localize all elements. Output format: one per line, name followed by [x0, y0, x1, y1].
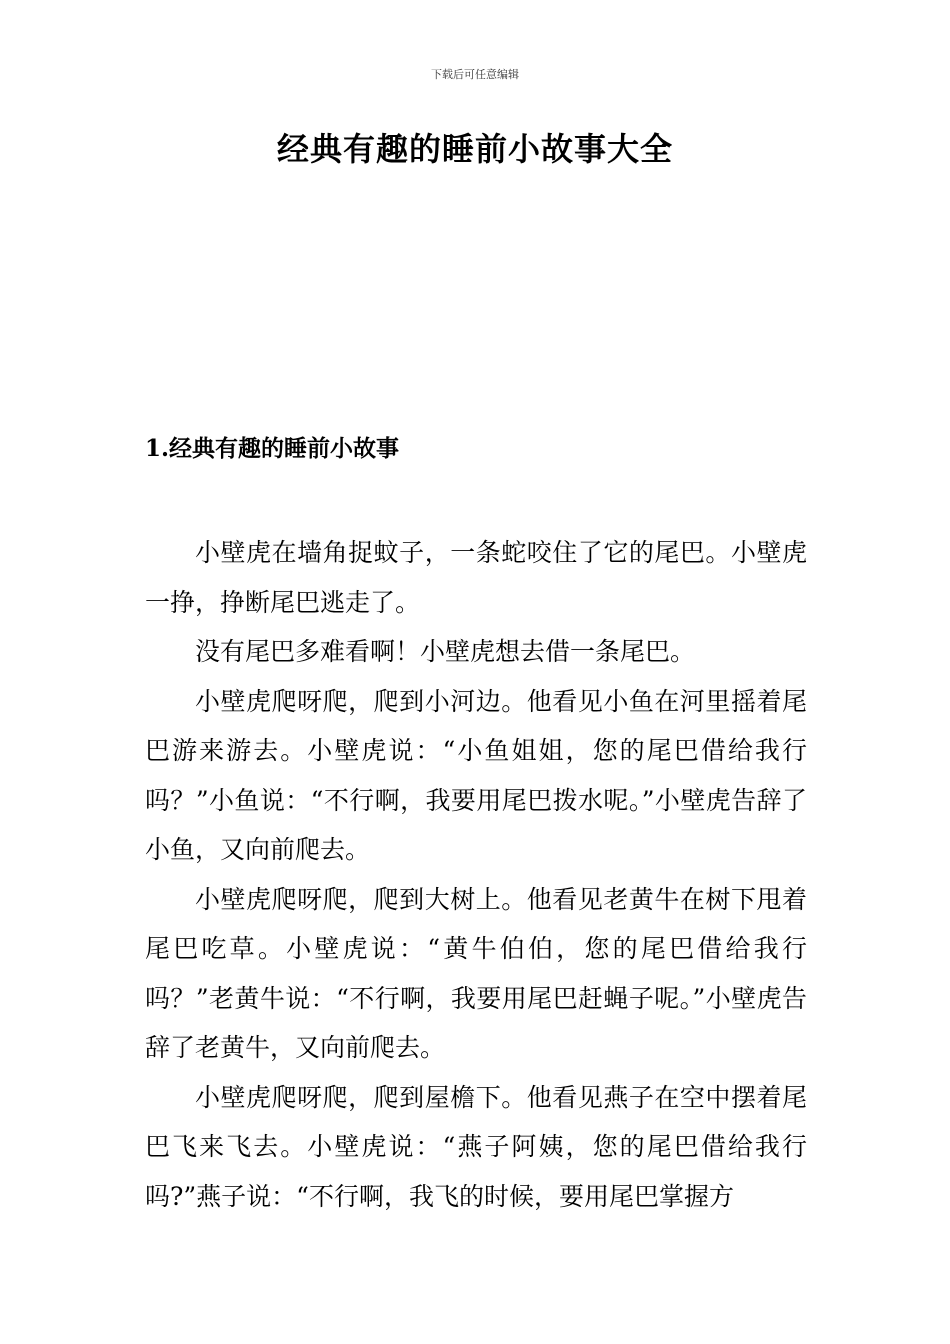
- story-paragraph: 小壁虎爬呀爬，爬到屋檐下。他看见燕子在空中摆着尾巴飞来飞去。小壁虎说：“燕子阿姨，您的尾巴借给我行吗?”燕子说：“不行啊，我飞的时候，要用尾巴掌握方: [145, 1082, 807, 1211]
- document-title: 经典有趣的睡前小故事大全: [276, 130, 673, 168]
- header-note: 下载后可任意编辑: [431, 68, 519, 81]
- story-paragraph: 小壁虎爬呀爬，爬到小河边。他看见小鱼在河里摇着尾巴游来游去。小壁虎说：“小鱼姐姐，您的尾巴借给我行吗？”小鱼说：“不行啊，我要用尾巴拨水呢。”小壁虎告辞了小鱼，又向前爬去。: [145, 686, 807, 864]
- story-paragraph: 小壁虎爬呀爬，爬到大树上。他看见老黄牛在树下甩着尾巴吃草。小壁虎说：“黄牛伯伯，您的尾巴借给我行吗？”老黄牛说：“不行啊，我要用尾巴赶蝇子呢。”小壁虎告辞了老黄牛，又向前爬去。: [145, 884, 807, 1062]
- story-paragraph: 没有尾巴多难看啊！小壁虎想去借一条尾巴。: [195, 637, 696, 666]
- section-heading: 1.经典有趣的睡前小故事: [145, 435, 400, 462]
- story-paragraph: 小壁虎在墙角捉蚊子，一条蛇咬住了它的尾巴。小壁虎一挣，挣断尾巴逃走了。: [145, 538, 807, 617]
- story-body: [145, 528, 807, 1221]
